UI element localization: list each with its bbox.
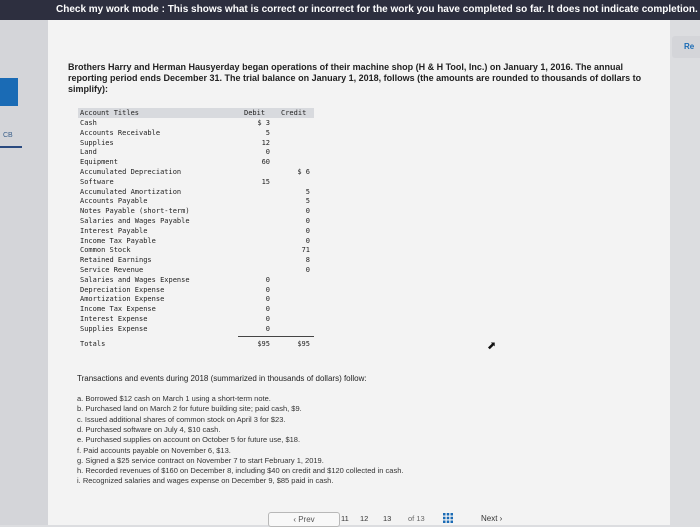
page-link-11[interactable]: 11 — [341, 514, 349, 523]
transaction-item: i. Recognized salaries and wages expense on December 9, $85 paid in cash. — [77, 476, 334, 486]
mouse-cursor-icon: ⬈ — [487, 340, 497, 352]
prev-label: Prev — [298, 515, 315, 524]
account-title: Interest Expense — [80, 315, 148, 323]
trial-balance-row — [78, 246, 314, 256]
credit-amount: 0 — [305, 226, 310, 235]
check-mode-banner — [0, 0, 700, 20]
trial-balance-row — [78, 139, 314, 149]
transaction-item: a. Borrowed $12 cash on March 1 using a short-term note. — [77, 394, 271, 403]
account-title: Retained Earnings — [80, 256, 152, 265]
trial-balance-row — [78, 197, 314, 207]
credit-amount: 0 — [305, 207, 310, 216]
totals-debit: $95 — [257, 340, 270, 348]
credit-amount: $ 6 — [297, 168, 310, 176]
trial-balance-row — [78, 295, 314, 305]
debit-amount: 0 — [265, 295, 270, 304]
page-link-13[interactable]: 13 — [383, 514, 392, 523]
trial-balance-table — [78, 108, 314, 352]
account-title: Service Revenue — [80, 266, 144, 274]
account-title: Supplies Expense — [80, 324, 148, 333]
totals-row — [78, 340, 314, 350]
debit-amount: 0 — [265, 285, 270, 294]
totals-credit: $95 — [297, 340, 310, 348]
trial-balance-row — [78, 119, 314, 129]
transaction-item: g. Signed a $25 service contract on November 7 to start February 1, 2019. — [77, 455, 324, 465]
problem-intro: Brothers Harry and Herman Hausyerday began operations of their machine shop (H & H Tool, Inc.) on January 1, 2016. The annual reporting period ends December 31. The trial balance on January 1, 2018, follows (the amounts are rounded to thousands of dollars to simplify): — [68, 62, 642, 94]
trial-balance-row — [78, 129, 314, 139]
next-label: Next — [481, 514, 498, 523]
debit-amount: 0 — [265, 315, 270, 323]
account-title: Depreciation Expense — [80, 285, 165, 294]
navigation-footer — [48, 508, 670, 525]
header-account: Account Titles — [80, 109, 140, 117]
trial-balance-header — [78, 108, 314, 118]
totals-label: Totals — [80, 340, 106, 348]
left-nav-tab[interactable] — [0, 78, 18, 106]
debit-amount: 12 — [261, 138, 270, 147]
account-title: Supplies — [80, 138, 114, 147]
debit-amount: 60 — [261, 158, 270, 167]
credit-amount: 0 — [305, 236, 310, 245]
account-title: Common Stock — [80, 246, 131, 255]
page-count: of 13 — [408, 514, 425, 523]
header-debit: Debit — [244, 109, 266, 117]
credit-amount: 5 — [305, 197, 310, 206]
account-title: Income Tax Expense — [80, 305, 156, 314]
account-title: Software — [80, 177, 114, 186]
transaction-item: e. Purchased supplies on account on October 5 for future use, $18. — [77, 435, 301, 445]
account-title: Income Tax Payable — [80, 236, 156, 245]
transaction-item: b. Purchased land on March 2 for future building site; paid cash, $9. — [77, 404, 302, 414]
right-tab-label: Re — [684, 42, 695, 51]
credit-amount: 0 — [305, 266, 310, 274]
trial-balance-row — [78, 315, 314, 325]
trial-balance-row — [78, 207, 314, 217]
account-title: Salaries and Wages Expense — [80, 275, 190, 284]
account-title: Accounts Receivable — [80, 128, 161, 137]
trial-balance-row — [78, 168, 314, 178]
debit-amount: 15 — [261, 177, 270, 186]
trial-balance-row — [78, 178, 314, 188]
chevron-right-icon: › — [497, 514, 503, 523]
account-title: Accumulated Depreciation — [80, 168, 182, 176]
trial-balance-row — [78, 217, 314, 227]
trial-balance-row — [78, 286, 314, 296]
transactions-intro: Transactions and events during 2018 (summarized in thousands of dollars) follow: — [77, 374, 367, 383]
right-side-tab[interactable] — [672, 36, 700, 58]
trial-balance-row — [78, 305, 314, 315]
account-title: Equipment — [80, 158, 118, 167]
trial-balance-row — [78, 227, 314, 237]
header-credit: Credit — [281, 109, 307, 117]
left-divider — [0, 146, 22, 148]
account-title: Amortization Expense — [80, 295, 165, 304]
trial-balance-row — [78, 158, 314, 168]
trial-balance-row — [78, 188, 314, 198]
debit-amount: $ 3 — [257, 119, 270, 127]
debit-amount: 0 — [265, 324, 270, 333]
debit-amount: 0 — [265, 148, 270, 157]
next-button[interactable] — [481, 514, 502, 523]
account-title: Land — [80, 148, 97, 157]
debit-amount: 0 — [265, 275, 270, 284]
credit-amount: 71 — [301, 246, 310, 255]
trial-balance-row — [78, 325, 314, 335]
totals-rule — [238, 336, 314, 337]
transaction-item: h. Recorded revenues of $160 on December 8, including $40 on credit and $120 collected in cash. — [77, 466, 404, 476]
credit-amount: 5 — [305, 187, 310, 196]
transaction-item: d. Purchased software on July 4, $10 cash. — [77, 424, 221, 434]
trial-balance-row — [78, 148, 314, 158]
debit-amount: 5 — [265, 128, 270, 137]
left-tag-label: CB — [3, 132, 13, 139]
transaction-item: f. Paid accounts payable on November 6, $13. — [77, 445, 231, 455]
account-title: Accumulated Amortization — [80, 187, 182, 196]
account-title: Interest Payable — [80, 226, 148, 235]
trial-balance-row — [78, 276, 314, 286]
account-title: Salaries and Wages Payable — [80, 217, 190, 225]
account-title: Accounts Payable — [80, 197, 148, 206]
chevron-left-icon: ‹ — [293, 515, 299, 524]
account-title: Cash — [80, 119, 97, 127]
left-sidebar — [0, 20, 48, 525]
account-title: Notes Payable (short-term) — [80, 207, 190, 216]
banner-text: Check my work mode : This shows what is correct or incorrect for the work you have completed so far. It does not indicate completion. — [56, 4, 698, 15]
credit-amount: 0 — [305, 217, 310, 225]
transaction-item: c. Issued additional shares of common stock on April 3 for $23. — [77, 414, 286, 424]
page-link-12[interactable]: 12 — [360, 514, 369, 523]
trial-balance-row — [78, 266, 314, 276]
grid-icon[interactable] — [443, 513, 453, 523]
trial-balance-row — [78, 237, 314, 247]
debit-amount: 0 — [265, 305, 270, 314]
credit-amount: 8 — [305, 256, 310, 265]
trial-balance-row — [78, 256, 314, 266]
